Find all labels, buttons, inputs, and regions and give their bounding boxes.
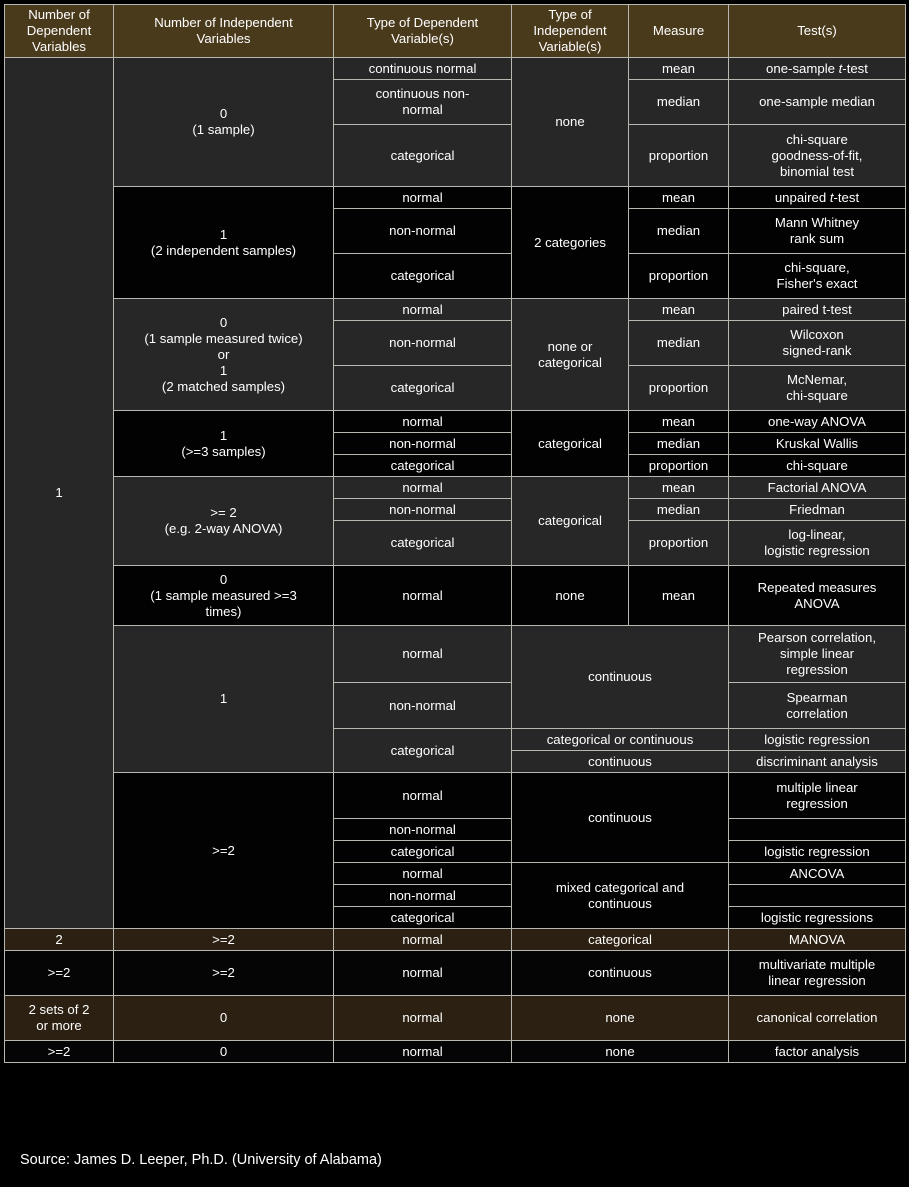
cell-independent-count: [114, 187, 334, 299]
text-line: (e.g. 2-way ANOVA): [164, 521, 283, 537]
cell-test: [729, 566, 906, 626]
header-line: Number of Independent: [154, 15, 293, 31]
cell-test: [729, 819, 906, 841]
cell-independent-type: categorical: [512, 411, 629, 477]
cell-independent-type: categorical or continuous: [512, 729, 729, 751]
text-line: (1 sample measured twice): [144, 330, 303, 346]
cell-independent-type: [512, 863, 729, 929]
column-header-type-dependent-variable: [334, 5, 512, 58]
cell-test: logistic regressions: [729, 907, 906, 929]
cell-independent-count: [114, 566, 334, 626]
header-line: Type of: [548, 7, 592, 22]
cell-independent-type: none: [512, 58, 629, 187]
cell-independent-type: none: [512, 1041, 729, 1063]
cell-dependent-count: >=2: [5, 1041, 114, 1063]
cell-test: unpaired t-test: [729, 187, 906, 209]
cell-test: [729, 254, 906, 299]
cell-measure: mean: [629, 477, 729, 499]
table-row: [5, 626, 906, 683]
column-header-number-independent-variables: [114, 5, 334, 58]
cell-measure: median: [629, 499, 729, 521]
table-row: [5, 187, 906, 209]
cell-independent-count: [114, 411, 334, 477]
cell-measure: proportion: [629, 366, 729, 411]
cell-test: MANOVA: [729, 929, 906, 951]
text-line: none or: [547, 338, 593, 354]
cell-independent-count: >=2: [114, 929, 334, 951]
cell-test: canonical correlation: [729, 996, 906, 1041]
cell-dependent-type: normal: [334, 477, 512, 499]
cell-independent-type: categorical: [512, 477, 629, 566]
table-row: [5, 1041, 906, 1063]
table-row: [5, 929, 906, 951]
header-line: Variable(s): [538, 39, 602, 55]
text-line: 1: [219, 427, 228, 443]
cell-dependent-count-1: 1: [5, 58, 114, 929]
cell-dependent-type: categorical: [334, 254, 512, 299]
text-line: or: [217, 346, 230, 362]
text-line: Repeated measures: [757, 579, 877, 595]
cell-dependent-count: >=2: [5, 951, 114, 996]
text-line: (1 sample): [192, 122, 255, 138]
cell-dependent-type: normal: [334, 863, 512, 885]
header-line: Variables: [196, 31, 251, 47]
cell-test: [729, 951, 906, 996]
table-row: [5, 299, 906, 321]
cell-dependent-type: non-normal: [334, 819, 512, 841]
cell-dependent-type: normal: [334, 299, 512, 321]
cell-measure: proportion: [629, 254, 729, 299]
table-row: [5, 951, 906, 996]
cell-test: [729, 321, 906, 366]
cell-test: [729, 209, 906, 254]
cell-dependent-type: categorical: [334, 455, 512, 477]
text-line: 1: [219, 226, 228, 242]
cell-test: [729, 683, 906, 729]
text-line: or more: [36, 1018, 82, 1034]
cell-test: [729, 521, 906, 566]
text-line: Mann Whitney: [774, 215, 860, 231]
cell-measure: proportion: [629, 521, 729, 566]
cell-test: one-way ANOVA: [729, 411, 906, 433]
header-line: Type of Dependent: [366, 15, 479, 31]
cell-dependent-type: non-normal: [334, 209, 512, 254]
table-row: [5, 58, 906, 80]
cell-independent-count: >=2: [114, 773, 334, 929]
text-line: regression: [786, 662, 848, 678]
cell-test: logistic regression: [729, 841, 906, 863]
cell-independent-type: none: [512, 996, 729, 1041]
cell-dependent-type: non-normal: [334, 499, 512, 521]
cell-test: Friedman: [729, 499, 906, 521]
cell-test: Factorial ANOVA: [729, 477, 906, 499]
cell-independent-count: [114, 58, 334, 187]
cell-measure: mean: [629, 411, 729, 433]
header-line: Independent: [533, 23, 607, 39]
table-row: [5, 477, 906, 499]
text-line: (>=3 samples): [181, 443, 266, 459]
text-line: 0: [219, 571, 228, 587]
cell-test: one-sample t-test: [729, 58, 906, 80]
cell-dependent-type: normal: [334, 187, 512, 209]
cell-dependent-type: non-normal: [334, 885, 512, 907]
cell-measure: median: [629, 321, 729, 366]
text-line: normal: [402, 102, 443, 118]
cell-dependent-type: categorical: [334, 907, 512, 929]
text-line: continuous: [588, 895, 652, 911]
column-header-number-dependent-variables: [5, 5, 114, 58]
text-line: McNemar,: [786, 372, 848, 388]
cell-independent-type: continuous: [512, 773, 729, 863]
text-line: multivariate multiple: [758, 957, 876, 973]
column-header-type-independent-variable: [512, 5, 629, 58]
cell-test: factor analysis: [729, 1041, 906, 1063]
text-line: continuous non-: [375, 86, 470, 102]
cell-test: [729, 626, 906, 683]
cell-test: [729, 885, 906, 907]
text-line: regression: [786, 795, 848, 811]
cell-dependent-type: categorical: [334, 729, 512, 773]
cell-dependent-type: non-normal: [334, 321, 512, 366]
cell-measure: median: [629, 80, 729, 125]
text-line: times): [205, 603, 242, 619]
column-header-tests: Test(s): [729, 5, 906, 58]
cell-measure: mean: [629, 187, 729, 209]
text-line: correlation: [786, 705, 848, 721]
cell-test: [729, 125, 906, 187]
cell-test: [729, 366, 906, 411]
text-line: simple linear: [779, 646, 855, 662]
cell-measure: proportion: [629, 455, 729, 477]
cell-dependent-type: normal: [334, 411, 512, 433]
text-line: ANOVA: [794, 595, 840, 611]
text-line: log-linear,: [788, 527, 846, 543]
cell-dependent-type: normal: [334, 1041, 512, 1063]
cell-dependent-type: categorical: [334, 366, 512, 411]
text-line: signed-rank: [782, 343, 852, 359]
cell-independent-type: none: [512, 566, 629, 626]
text-line: 0: [219, 314, 228, 330]
text-line: (2 matched samples): [161, 378, 286, 394]
text-line: logistic regression: [764, 543, 870, 559]
header-line: Variables: [32, 39, 86, 55]
cell-independent-type: continuous: [512, 626, 729, 729]
cell-measure: median: [629, 433, 729, 455]
header-line: Variable(s): [391, 31, 454, 47]
cell-measure: mean: [629, 299, 729, 321]
table-row: [5, 996, 906, 1041]
cell-dependent-type: categorical: [334, 521, 512, 566]
text-line: mixed categorical and: [555, 879, 685, 895]
cell-dependent-type: non-normal: [334, 433, 512, 455]
cell-independent-type: 2 categories: [512, 187, 629, 299]
cell-dependent-type: normal: [334, 929, 512, 951]
cell-dependent-type: normal: [334, 773, 512, 819]
table-header: [5, 5, 906, 58]
cell-dependent-type: categorical: [334, 841, 512, 863]
header-line: Number of: [28, 7, 90, 22]
cell-dependent-type: normal: [334, 566, 512, 626]
text-line: chi-square,: [784, 260, 850, 276]
cell-independent-count: [114, 477, 334, 566]
source-attribution: Source: James D. Leeper, Ph.D. (University of Alabama): [20, 1152, 382, 1168]
table-row: [5, 411, 906, 433]
cell-test: ANCOVA: [729, 863, 906, 885]
cell-independent-count: >=2: [114, 951, 334, 996]
cell-independent-count: 0: [114, 996, 334, 1041]
text-line: 1: [219, 362, 228, 378]
text-line: >= 2: [210, 505, 237, 521]
cell-dependent-type: continuous normal: [334, 58, 512, 80]
text-line: Spearman: [786, 689, 848, 705]
table-row: [5, 773, 906, 819]
table-row: [5, 566, 906, 626]
cell-independent-type: continuous: [512, 951, 729, 996]
statistical-test-selection-table: [4, 4, 906, 1063]
cell-test: one-sample median: [729, 80, 906, 125]
header-row: [5, 5, 906, 58]
cell-dependent-type: normal: [334, 996, 512, 1041]
cell-independent-count: 0: [114, 1041, 334, 1063]
cell-dependent-type: non-normal: [334, 683, 512, 729]
text-line: Fisher's exact: [776, 276, 858, 292]
cell-measure: median: [629, 209, 729, 254]
cell-independent-type: continuous: [512, 751, 729, 773]
cell-independent-count: [114, 299, 334, 411]
cell-independent-count: 1: [114, 626, 334, 773]
text-line: binomial test: [779, 163, 855, 179]
text-line: categorical: [538, 354, 602, 370]
column-header-measure: Measure: [629, 5, 729, 58]
text-line: linear regression: [768, 973, 866, 989]
cell-test: Kruskal Wallis: [729, 433, 906, 455]
cell-test: logistic regression: [729, 729, 906, 751]
header-line: Dependent: [26, 23, 92, 39]
text-line: Wilcoxon: [790, 327, 844, 343]
cell-independent-type: [512, 299, 629, 411]
table-body: [5, 58, 906, 1063]
text-line: multiple linear: [776, 779, 858, 795]
text-line: goodness-of-fit,: [771, 147, 863, 163]
cell-measure: mean: [629, 566, 729, 626]
cell-dependent-type: normal: [334, 951, 512, 996]
text-line: 0: [219, 106, 228, 122]
cell-test: paired t-test: [729, 299, 906, 321]
cell-dependent-type: normal: [334, 626, 512, 683]
text-line: chi-square: [786, 388, 848, 404]
text-line: chi-square: [786, 131, 848, 147]
cell-test: discriminant analysis: [729, 751, 906, 773]
cell-measure: proportion: [629, 125, 729, 187]
text-line: (1 sample measured >=3: [150, 587, 297, 603]
cell-test: chi-square: [729, 455, 906, 477]
cell-dependent-type: [334, 80, 512, 125]
cell-test: [729, 773, 906, 819]
cell-measure: mean: [629, 58, 729, 80]
cell-dependent-type: categorical: [334, 125, 512, 187]
text-line: 2 sets of 2: [28, 1002, 90, 1018]
cell-dependent-count: [5, 996, 114, 1041]
cell-dependent-count: 2: [5, 929, 114, 951]
cell-independent-type: categorical: [512, 929, 729, 951]
text-line: (2 independent samples): [150, 242, 297, 258]
text-line: rank sum: [789, 231, 845, 247]
text-line: Pearson correlation,: [757, 630, 877, 646]
